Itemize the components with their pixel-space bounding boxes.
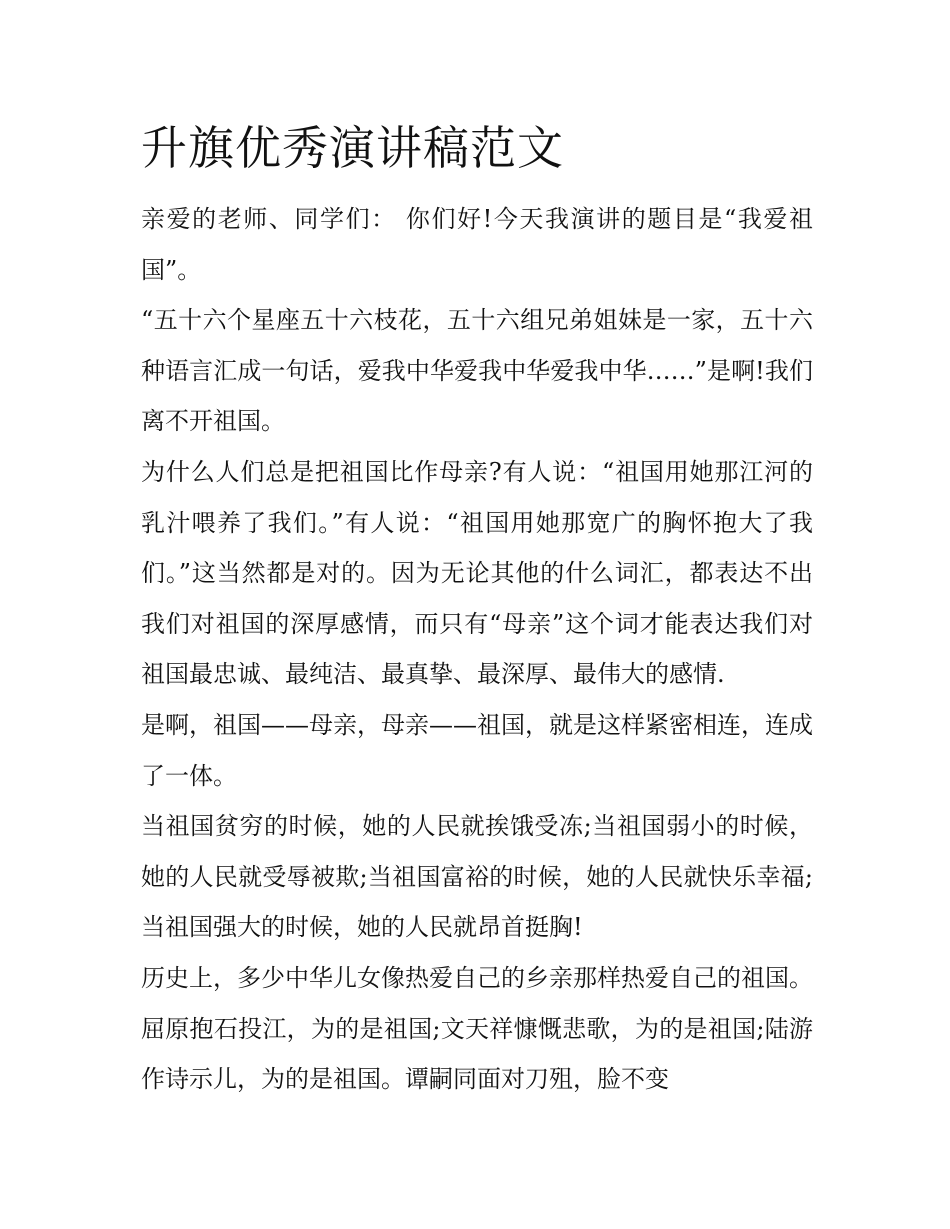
paragraph-connected: 是啊，祖国——母亲，母亲——祖国，就是这样紧密相连，连成了一体。 xyxy=(141,710,813,790)
document-title: 升旗优秀演讲稿范文 xyxy=(141,121,564,175)
paragraph-greeting: 亲爱的老师、同学们： 你们好!今天我演讲的题目是“我爱祖国”。 xyxy=(141,205,813,284)
paragraph-history: 历史上，多少中华儿女像热爱自己的乡亲那样热爱自己的祖国。屈原抱石投江，为的是祖国;文天祥慷慨悲歌，为的是祖国;陆游作诗示儿，为的是祖国。谭嗣同面对刀殂，脸不变 xyxy=(141,963,813,1094)
paragraph-mother-metaphor: 为什么人们总是把祖国比作母亲?有人说：“祖国用她那江河的乳汁喂养了我们。”有人说：“祖国用她那宽广的胸怀抱大了我们。”这当然都是对的。因为无论其他的什么词汇，都表达不出我们对祖国的深厚感情，而只有“母亲”这个词才能表达我们对祖国最忠诚、最纯洁、最真挚、最深厚、最伟大的感情. xyxy=(141,457,813,689)
paragraph-fate: 当祖国贫穷的时候，她的人民就挨饿受冻;当祖国弱小的时候，她的人民就受辱被欺;当祖国富裕的时候，她的人民就快乐幸福;当祖国强大的时候，她的人民就昂首挺胸! xyxy=(141,812,813,942)
document-page xyxy=(141,112,813,1105)
paragraph-song-quote: “五十六个星座五十六枝花，五十六组兄弟姐妹是一家，五十六种语言汇成一句话，爱我中华爱我中华爱我中华……”是啊!我们离不开祖国。 xyxy=(141,306,813,436)
